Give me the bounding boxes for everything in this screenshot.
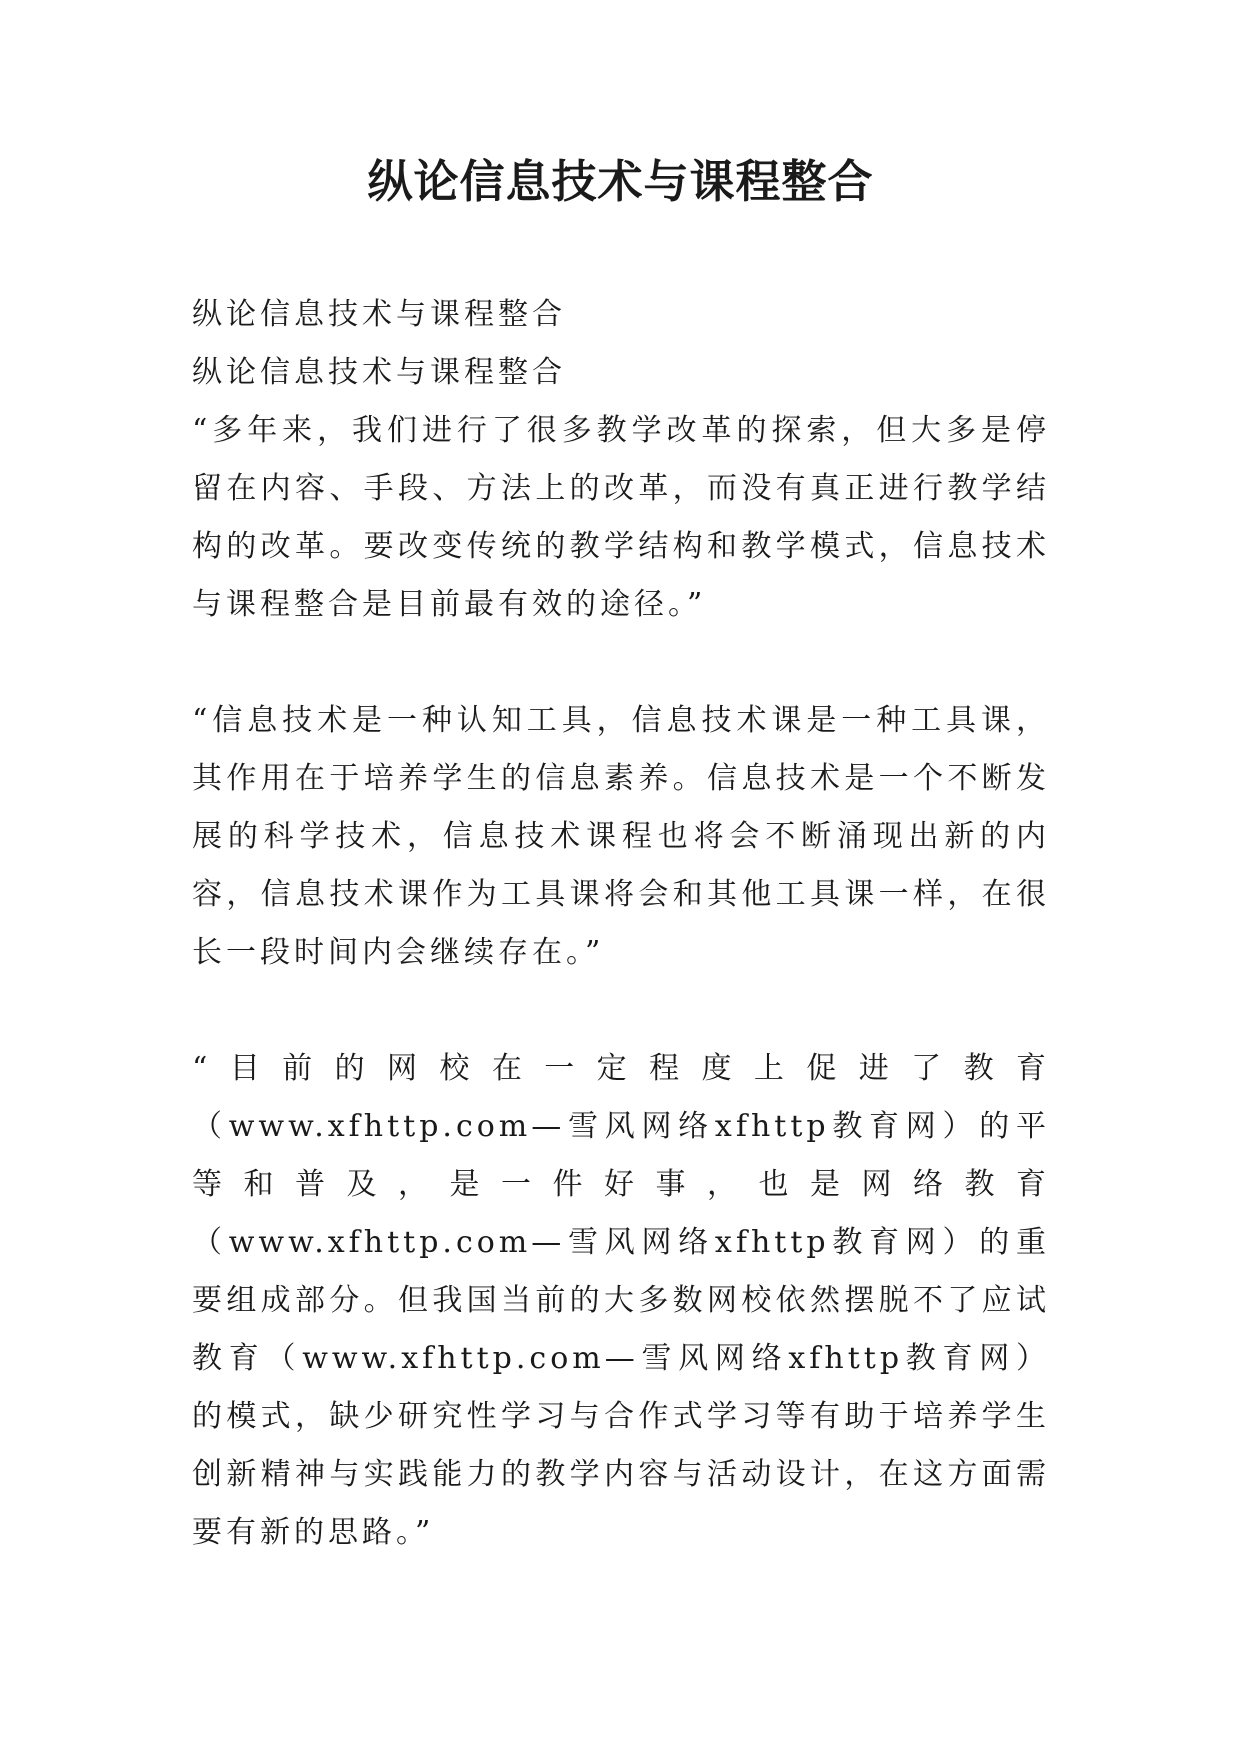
repeated-title-line-1: 纵论信息技术与课程整合 bbox=[192, 297, 566, 332]
document-body bbox=[192, 286, 1050, 1562]
repeated-title-line-2: 纵论信息技术与课程整合 bbox=[192, 355, 566, 390]
paragraph-2: “信息技术是一种认知工具，信息技术课是一种工具课，其作用在于培养学生的信息素养。信息技术是一个不断发展的科学技术，信息技术课程也将会不断涌现出新的内容，信息技术课作为工具课将会和其他工具课一样，在很长一段时间内会继续存在。” bbox=[192, 703, 1050, 970]
document-title: 纵论信息技术与课程整合 bbox=[367, 155, 874, 208]
paragraph-3: “目前的网校在一定程度上促进了教育（www.xfhttp.com—雪风网络xfhttp教育网）的平等和普及，是一件好事，也是网络教育（www.xfhttp.com—雪风网络xfhttp教育网）的重要组成部分。但我国当前的大多数网校依然摆脱不了应试教育（www.xfhttp.com—雪风网络xfhttp教育网）的模式，缺少研究性学习与合作式学习等有助于培养学生创新精神与实践能力的教学内容与活动设计，在这方面需要有新的思路。” bbox=[192, 1051, 1050, 1550]
paragraph-spacer bbox=[192, 982, 1050, 1040]
paragraph-spacer bbox=[192, 634, 1050, 692]
paragraph-1: “多年来，我们进行了很多教学改革的探索，但大多是停留在内容、手段、方法上的改革，而没有真正进行教学结构的改革。要改变传统的教学结构和教学模式，信息技术与课程整合是目前最有效的途径。” bbox=[192, 413, 1050, 622]
